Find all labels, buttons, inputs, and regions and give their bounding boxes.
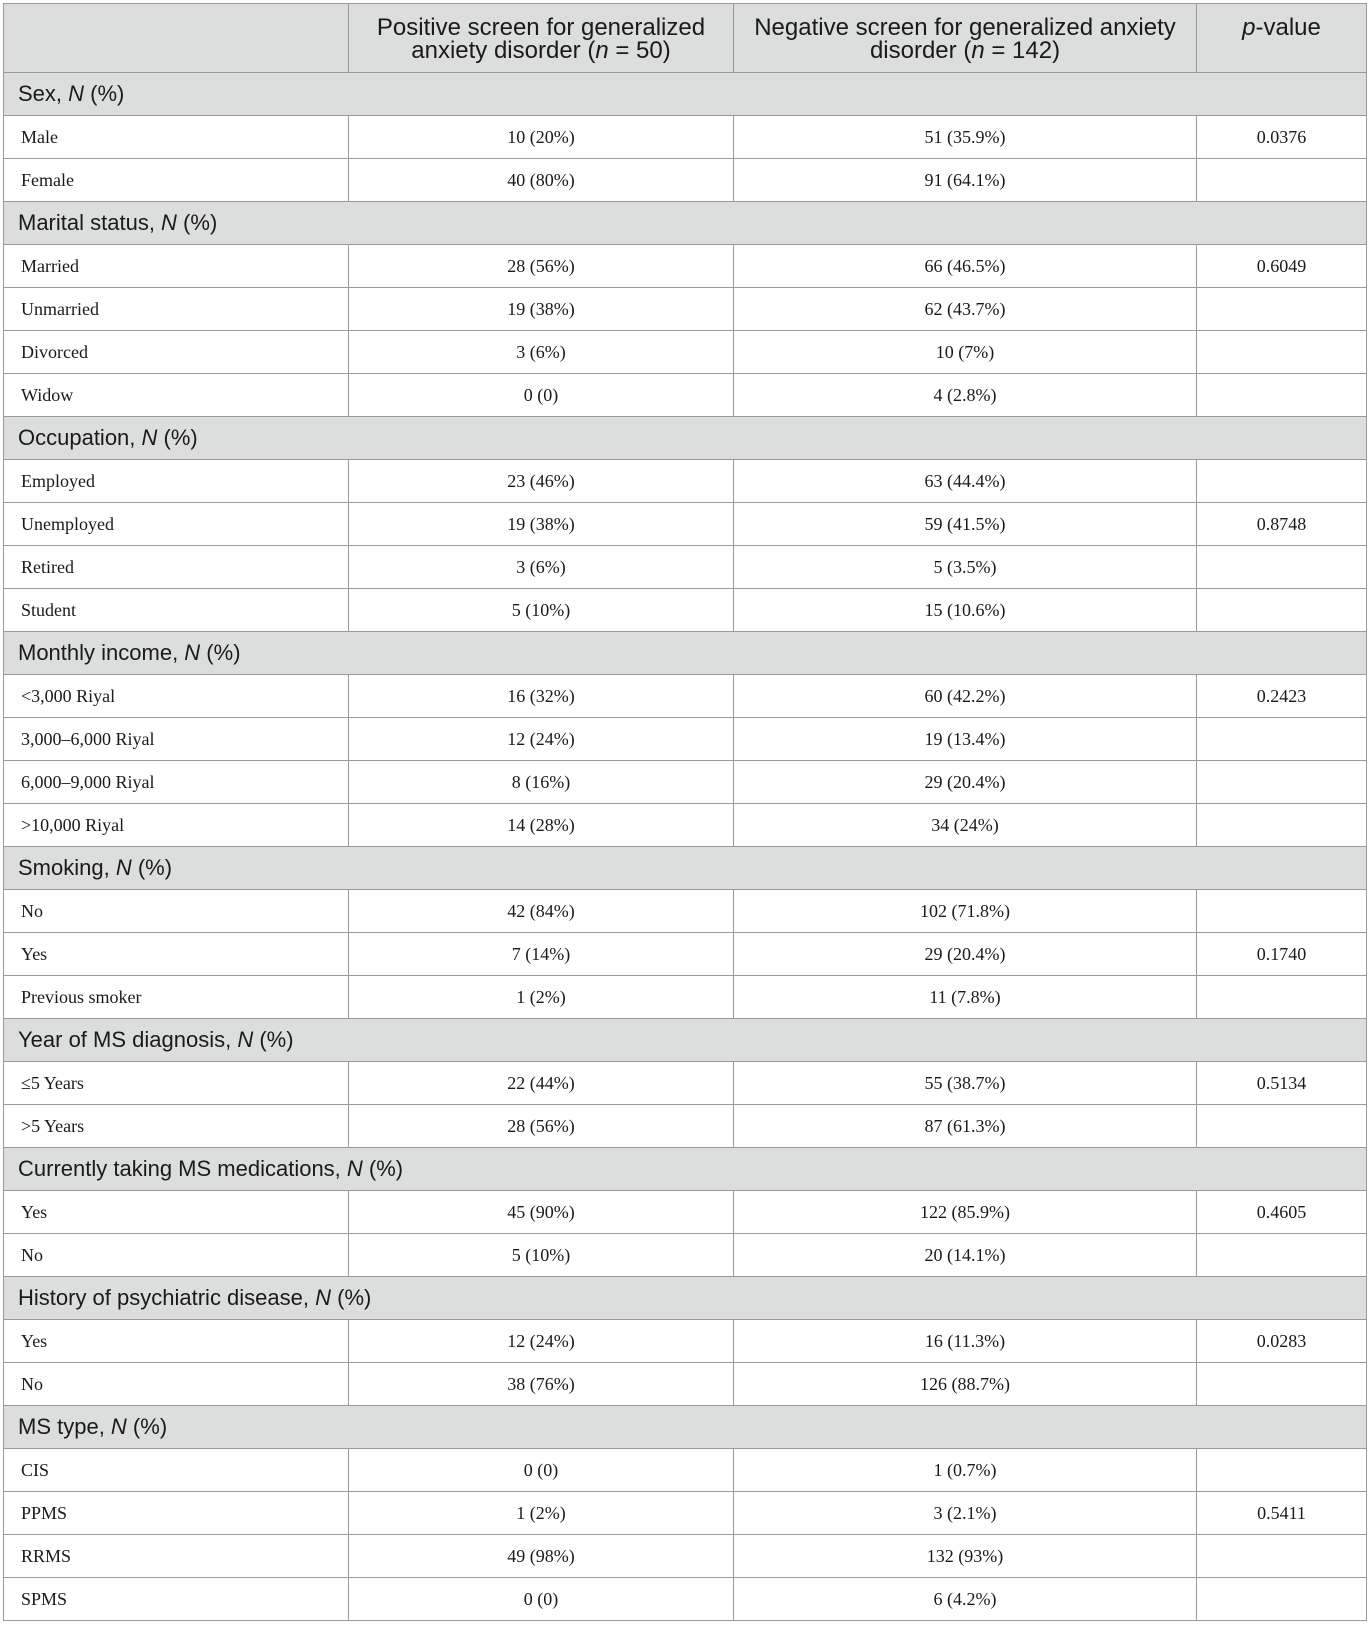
negative-value: 11 (7.8%) xyxy=(734,976,1197,1019)
table-row xyxy=(4,675,1367,718)
table-row xyxy=(4,1234,1367,1277)
positive-value: 8 (16%) xyxy=(349,761,734,804)
p-value: 0.5134 xyxy=(1197,1062,1367,1105)
row-label: Widow xyxy=(4,374,349,417)
row-label: Yes xyxy=(4,1191,349,1234)
negative-value: 6 (4.2%) xyxy=(734,1578,1197,1621)
p-value xyxy=(1197,976,1367,1019)
section-title: Year of MS diagnosis, N (%) xyxy=(4,1019,1367,1062)
p-value xyxy=(1197,1363,1367,1406)
positive-value: 16 (32%) xyxy=(349,675,734,718)
section-title: Occupation, N (%) xyxy=(4,417,1367,460)
negative-value: 59 (41.5%) xyxy=(734,503,1197,546)
p-value xyxy=(1197,460,1367,503)
negative-value: 63 (44.4%) xyxy=(734,460,1197,503)
table-row xyxy=(4,1492,1367,1535)
p-value xyxy=(1197,374,1367,417)
positive-value: 1 (2%) xyxy=(349,976,734,1019)
table-row xyxy=(4,460,1367,503)
p-value xyxy=(1197,804,1367,847)
row-label: <3,000 Riyal xyxy=(4,675,349,718)
table-row xyxy=(4,1105,1367,1148)
p-value xyxy=(1197,890,1367,933)
table-row xyxy=(4,589,1367,632)
section-header-row xyxy=(4,1406,1367,1449)
negative-value: 4 (2.8%) xyxy=(734,374,1197,417)
p-value xyxy=(1197,1105,1367,1148)
section-header-row xyxy=(4,847,1367,890)
table-row xyxy=(4,374,1367,417)
negative-value: 132 (93%) xyxy=(734,1535,1197,1578)
negative-value: 51 (35.9%) xyxy=(734,116,1197,159)
p-value xyxy=(1197,1449,1367,1492)
negative-value: 19 (13.4%) xyxy=(734,718,1197,761)
row-label: No xyxy=(4,1234,349,1277)
positive-value: 1 (2%) xyxy=(349,1492,734,1535)
negative-value: 91 (64.1%) xyxy=(734,159,1197,202)
row-label: Previous smoker xyxy=(4,976,349,1019)
positive-value: 3 (6%) xyxy=(349,546,734,589)
table-row xyxy=(4,933,1367,976)
row-label: RRMS xyxy=(4,1535,349,1578)
row-label: Female xyxy=(4,159,349,202)
row-label: 6,000–9,000 Riyal xyxy=(4,761,349,804)
table-row xyxy=(4,1062,1367,1105)
data-table xyxy=(3,3,1367,1621)
positive-value: 40 (80%) xyxy=(349,159,734,202)
p-value xyxy=(1197,1234,1367,1277)
row-label: Yes xyxy=(4,1320,349,1363)
table-row xyxy=(4,1535,1367,1578)
positive-value: 12 (24%) xyxy=(349,1320,734,1363)
p-value: 0.0283 xyxy=(1197,1320,1367,1363)
table-row xyxy=(4,1449,1367,1492)
section-title: Smoking, N (%) xyxy=(4,847,1367,890)
table-row xyxy=(4,116,1367,159)
p-value xyxy=(1197,331,1367,374)
row-label: Divorced xyxy=(4,331,349,374)
positive-value: 14 (28%) xyxy=(349,804,734,847)
positive-value: 38 (76%) xyxy=(349,1363,734,1406)
row-label: 3,000–6,000 Riyal xyxy=(4,718,349,761)
negative-value: 126 (88.7%) xyxy=(734,1363,1197,1406)
p-value: 0.2423 xyxy=(1197,675,1367,718)
p-value: 0.4605 xyxy=(1197,1191,1367,1234)
negative-value: 10 (7%) xyxy=(734,331,1197,374)
negative-value: 60 (42.2%) xyxy=(734,675,1197,718)
row-label: >5 Years xyxy=(4,1105,349,1148)
table-row xyxy=(4,761,1367,804)
table-row xyxy=(4,1191,1367,1234)
table-row xyxy=(4,503,1367,546)
positive-value: 0 (0) xyxy=(349,1449,734,1492)
section-header-row xyxy=(4,1019,1367,1062)
negative-value: 16 (11.3%) xyxy=(734,1320,1197,1363)
negative-value: 29 (20.4%) xyxy=(734,761,1197,804)
positive-value: 0 (0) xyxy=(349,1578,734,1621)
table-row xyxy=(4,890,1367,933)
p-value: 0.0376 xyxy=(1197,116,1367,159)
positive-value: 19 (38%) xyxy=(349,288,734,331)
header-positive-col: Positive screen for generalized anxiety disorder (n = 50) xyxy=(349,4,734,73)
positive-value: 19 (38%) xyxy=(349,503,734,546)
row-label: Student xyxy=(4,589,349,632)
row-label: ≤5 Years xyxy=(4,1062,349,1105)
p-value: 0.1740 xyxy=(1197,933,1367,976)
positive-value: 7 (14%) xyxy=(349,933,734,976)
row-label: Male xyxy=(4,116,349,159)
p-value xyxy=(1197,761,1367,804)
row-label: Unemployed xyxy=(4,503,349,546)
positive-value: 45 (90%) xyxy=(349,1191,734,1234)
negative-value: 62 (43.7%) xyxy=(734,288,1197,331)
positive-value: 49 (98%) xyxy=(349,1535,734,1578)
section-title: Marital status, N (%) xyxy=(4,202,1367,245)
table-row xyxy=(4,804,1367,847)
section-header-row xyxy=(4,417,1367,460)
row-label: No xyxy=(4,890,349,933)
p-value: 0.5411 xyxy=(1197,1492,1367,1535)
row-label: Employed xyxy=(4,460,349,503)
table-row xyxy=(4,1320,1367,1363)
row-label: Retired xyxy=(4,546,349,589)
section-header-row xyxy=(4,73,1367,116)
positive-value: 5 (10%) xyxy=(349,1234,734,1277)
negative-value: 122 (85.9%) xyxy=(734,1191,1197,1234)
positive-value: 28 (56%) xyxy=(349,1105,734,1148)
row-label: No xyxy=(4,1363,349,1406)
positive-value: 12 (24%) xyxy=(349,718,734,761)
table-row xyxy=(4,546,1367,589)
positive-value: 28 (56%) xyxy=(349,245,734,288)
positive-value: 3 (6%) xyxy=(349,331,734,374)
p-value xyxy=(1197,288,1367,331)
p-value: 0.6049 xyxy=(1197,245,1367,288)
negative-value: 102 (71.8%) xyxy=(734,890,1197,933)
header-pvalue-col: p-value xyxy=(1197,4,1367,73)
negative-value: 29 (20.4%) xyxy=(734,933,1197,976)
row-label: >10,000 Riyal xyxy=(4,804,349,847)
negative-value: 5 (3.5%) xyxy=(734,546,1197,589)
row-label: Unmarried xyxy=(4,288,349,331)
section-title: History of psychiatric disease, N (%) xyxy=(4,1277,1367,1320)
p-value: 0.8748 xyxy=(1197,503,1367,546)
p-value xyxy=(1197,718,1367,761)
table-row xyxy=(4,718,1367,761)
row-label: Yes xyxy=(4,933,349,976)
section-header-row xyxy=(4,1148,1367,1191)
header-label-col xyxy=(4,4,349,73)
table-row xyxy=(4,976,1367,1019)
table-row xyxy=(4,288,1367,331)
row-label: PPMS xyxy=(4,1492,349,1535)
table-row xyxy=(4,245,1367,288)
negative-value: 34 (24%) xyxy=(734,804,1197,847)
positive-value: 22 (44%) xyxy=(349,1062,734,1105)
positive-value: 23 (46%) xyxy=(349,460,734,503)
section-header-row xyxy=(4,1277,1367,1320)
positive-value: 10 (20%) xyxy=(349,116,734,159)
section-header-row xyxy=(4,632,1367,675)
negative-value: 3 (2.1%) xyxy=(734,1492,1197,1535)
positive-value: 42 (84%) xyxy=(349,890,734,933)
section-title: Sex, N (%) xyxy=(4,73,1367,116)
header-row xyxy=(4,4,1367,73)
negative-value: 15 (10.6%) xyxy=(734,589,1197,632)
positive-value: 5 (10%) xyxy=(349,589,734,632)
row-label: SPMS xyxy=(4,1578,349,1621)
negative-value: 87 (61.3%) xyxy=(734,1105,1197,1148)
table-row xyxy=(4,331,1367,374)
section-title: Currently taking MS medications, N (%) xyxy=(4,1148,1367,1191)
section-title: Monthly income, N (%) xyxy=(4,632,1367,675)
positive-value: 0 (0) xyxy=(349,374,734,417)
row-label: CIS xyxy=(4,1449,349,1492)
row-label: Married xyxy=(4,245,349,288)
p-value xyxy=(1197,589,1367,632)
negative-value: 55 (38.7%) xyxy=(734,1062,1197,1105)
header-negative-col: Negative screen for generalized anxiety disorder (n = 142) xyxy=(734,4,1197,73)
table-row xyxy=(4,159,1367,202)
table-row xyxy=(4,1363,1367,1406)
p-value xyxy=(1197,159,1367,202)
table-row xyxy=(4,1578,1367,1621)
p-value xyxy=(1197,546,1367,589)
section-title: MS type, N (%) xyxy=(4,1406,1367,1449)
negative-value: 66 (46.5%) xyxy=(734,245,1197,288)
section-header-row xyxy=(4,202,1367,245)
p-value xyxy=(1197,1578,1367,1621)
negative-value: 20 (14.1%) xyxy=(734,1234,1197,1277)
negative-value: 1 (0.7%) xyxy=(734,1449,1197,1492)
p-value xyxy=(1197,1535,1367,1578)
